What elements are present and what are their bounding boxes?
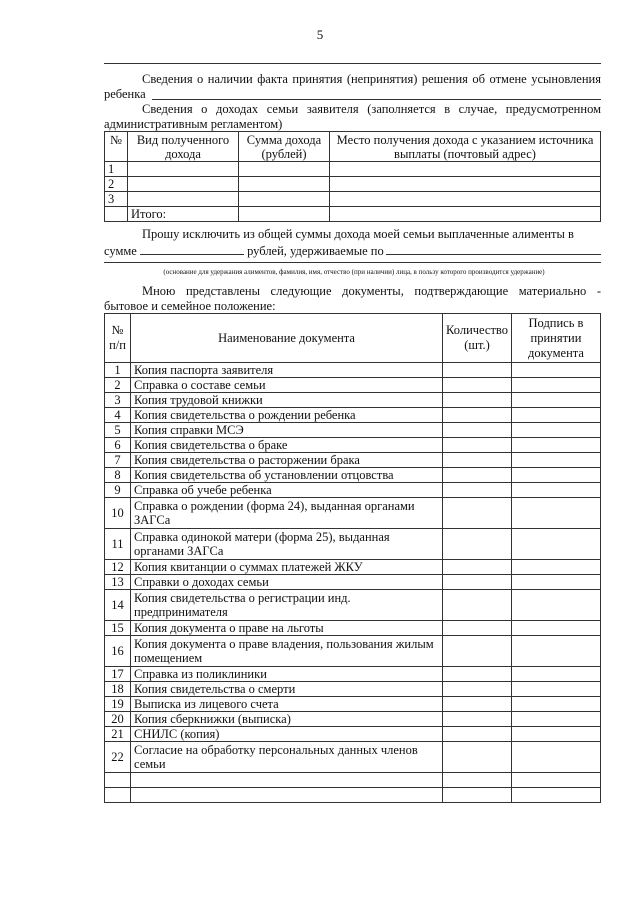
alimony-basis-line-1 — [386, 254, 601, 255]
quantity-cell[interactable] — [443, 773, 512, 788]
signature-cell[interactable] — [512, 788, 601, 803]
income-type-cell[interactable] — [128, 162, 239, 177]
quantity-cell[interactable] — [443, 438, 512, 453]
empty-table-row — [105, 773, 601, 788]
adoption-text: Сведения о наличии факта принятия (непринятия) решения об отмене усыновления ребенка — [104, 72, 601, 101]
table-row — [105, 560, 601, 575]
income-col-type: Вид полученного дохода — [128, 132, 239, 162]
empty-name-cell[interactable] — [131, 788, 443, 803]
income-total-row — [105, 207, 601, 222]
signature-cell[interactable] — [512, 378, 601, 393]
document-name: Справки о доходах семьи — [131, 575, 443, 590]
table-row — [105, 636, 601, 667]
signature-cell[interactable] — [512, 498, 601, 529]
quantity-cell[interactable] — [443, 575, 512, 590]
table-row — [105, 590, 601, 621]
docs-table-body — [105, 363, 601, 803]
income-type-cell[interactable] — [128, 192, 239, 207]
docs-col-signature: Подпись в принятии документа — [512, 314, 601, 363]
row-number: 7 — [105, 453, 131, 468]
document-name: Копия свидетельства об установлении отцовства — [131, 468, 443, 483]
empty-name-cell[interactable] — [131, 773, 443, 788]
docs-col-number: № п/п — [105, 314, 131, 363]
document-name: Справка из поликлиники — [131, 667, 443, 682]
signature-cell[interactable] — [512, 483, 601, 498]
document-name: Копия свидетельства о смерти — [131, 682, 443, 697]
document-name: Копия свидетельства о регистрации инд. предпринимателя — [131, 590, 443, 621]
quantity-cell[interactable] — [443, 408, 512, 423]
signature-cell[interactable] — [512, 408, 601, 423]
docs-col-name: Наименование документа — [131, 314, 443, 363]
table-row — [105, 192, 601, 207]
income-amount-cell[interactable] — [239, 192, 330, 207]
income-source-cell[interactable] — [330, 177, 601, 192]
document-name: Согласие на обработку персональных данных членов семьи — [131, 742, 443, 773]
table-row — [105, 177, 601, 192]
empty-number-cell[interactable] — [105, 788, 131, 803]
quantity-cell[interactable] — [443, 468, 512, 483]
row-number: 3 — [105, 393, 131, 408]
row-number: 18 — [105, 682, 131, 697]
table-row — [105, 621, 601, 636]
table-row — [105, 682, 601, 697]
table-row — [105, 423, 601, 438]
total-amount-cell[interactable] — [239, 207, 330, 222]
income-type-cell[interactable] — [128, 177, 239, 192]
documents-table — [104, 313, 601, 803]
row-number: 20 — [105, 712, 131, 727]
signature-cell[interactable] — [512, 453, 601, 468]
row-number: 4 — [105, 408, 131, 423]
row-number: 17 — [105, 667, 131, 682]
signature-cell[interactable] — [512, 423, 601, 438]
signature-cell[interactable] — [512, 438, 601, 453]
document-name: Справка одинокой матери (форма 25), выданная органами ЗАГСа — [131, 529, 443, 560]
row-number: 9 — [105, 483, 131, 498]
document-name: Копия трудовой книжки — [131, 393, 443, 408]
table-row — [105, 742, 601, 773]
signature-cell[interactable] — [512, 468, 601, 483]
quantity-cell[interactable] — [443, 393, 512, 408]
quantity-cell[interactable] — [443, 590, 512, 621]
table-row — [105, 697, 601, 712]
table-row — [105, 575, 601, 590]
table-row — [105, 453, 601, 468]
quantity-cell[interactable] — [443, 621, 512, 636]
alimony-sum-field[interactable] — [140, 242, 244, 255]
quantity-cell[interactable] — [443, 788, 512, 803]
signature-cell[interactable] — [512, 363, 601, 378]
quantity-cell[interactable] — [443, 529, 512, 560]
row-number: 12 — [105, 560, 131, 575]
page-number: 5 — [316, 27, 324, 42]
quantity-cell[interactable] — [443, 483, 512, 498]
row-number: 15 — [105, 621, 131, 636]
quantity-cell[interactable] — [443, 423, 512, 438]
document-name: Копия свидетельства о рождении ребенка — [131, 408, 443, 423]
row-number: 14 — [105, 590, 131, 621]
table-row — [105, 712, 601, 727]
signature-cell[interactable] — [512, 621, 601, 636]
quantity-cell[interactable] — [443, 453, 512, 468]
signature-cell[interactable] — [512, 682, 601, 697]
document-name: Копия документа о праве на льготы — [131, 621, 443, 636]
row-number: 13 — [105, 575, 131, 590]
table-row — [105, 483, 601, 498]
document-name: СНИЛС (копия) — [131, 727, 443, 742]
signature-cell[interactable] — [512, 712, 601, 727]
signature-cell[interactable] — [512, 727, 601, 742]
quantity-cell[interactable] — [443, 742, 512, 773]
quantity-cell[interactable] — [443, 697, 512, 712]
income-col-source: Место получения дохода с указанием источника выплаты (почтовый адрес) — [330, 132, 601, 162]
table-row — [105, 468, 601, 483]
table-row — [105, 438, 601, 453]
table-row — [105, 393, 601, 408]
income-intro-paragraph — [104, 102, 601, 132]
income-amount-cell[interactable] — [239, 162, 330, 177]
table-row — [105, 363, 601, 378]
quantity-cell[interactable] — [443, 378, 512, 393]
signature-cell[interactable] — [512, 590, 601, 621]
income-col-number: № — [105, 132, 128, 162]
docs-header-row — [105, 314, 601, 363]
alimony-sum-word: сумме — [104, 244, 137, 258]
quantity-cell[interactable] — [443, 363, 512, 378]
document-name: Копия паспорта заявителя — [131, 363, 443, 378]
row-number: 11 — [105, 529, 131, 560]
row-number: 21 — [105, 727, 131, 742]
document-name: Копия справки МСЭ — [131, 423, 443, 438]
row-number: 5 — [105, 423, 131, 438]
document-name: Справка о рождении (форма 24), выданная органами ЗАГСа — [131, 498, 443, 529]
alimony-note: (основание для удержания алиментов, фамилия, имя, отчество (при наличии) лица, в пользу которого производится удержание) — [163, 268, 545, 276]
income-source-cell[interactable] — [330, 162, 601, 177]
quantity-cell[interactable] — [443, 560, 512, 575]
document-name: Выписка из лицевого счета — [131, 697, 443, 712]
signature-cell[interactable] — [512, 575, 601, 590]
row-number: 2 — [105, 177, 128, 192]
income-header-row — [105, 132, 601, 162]
quantity-cell[interactable] — [443, 498, 512, 529]
signature-cell[interactable] — [512, 560, 601, 575]
row-number: 19 — [105, 697, 131, 712]
table-row — [105, 667, 601, 682]
row-number: 6 — [105, 438, 131, 453]
table-row — [105, 378, 601, 393]
document-name: Копия свидетельства о расторжении брака — [131, 453, 443, 468]
document-name: Копия квитанции о суммах платежей ЖКУ — [131, 560, 443, 575]
table-row — [105, 498, 601, 529]
total-label: Итого: — [128, 207, 239, 222]
income-source-cell[interactable] — [330, 192, 601, 207]
document-name: Справка об учебе ребенка — [131, 483, 443, 498]
alimony-basis-line-2 — [104, 262, 601, 263]
docs-col-quantity: Количество (шт.) — [443, 314, 512, 363]
alimony-text-1: Прошу исключить из общей суммы дохода моей семьи выплаченные алименты в — [142, 227, 574, 241]
row-number: 22 — [105, 742, 131, 773]
signature-cell[interactable] — [512, 697, 601, 712]
row-number: 16 — [105, 636, 131, 667]
income-amount-cell[interactable] — [239, 177, 330, 192]
row-number: 3 — [105, 192, 128, 207]
quantity-cell[interactable] — [443, 712, 512, 727]
table-row — [105, 162, 601, 177]
table-row — [105, 408, 601, 423]
table-row — [105, 529, 601, 560]
row-number: 10 — [105, 498, 131, 529]
income-table — [104, 131, 601, 222]
alimony-text-2: рублей, удерживаемые по — [247, 244, 384, 258]
docs-intro-text: Мною представлены следующие документы, подтверждающие материально - бытовое и семейное положение: — [104, 284, 601, 313]
total-empty-cell — [105, 207, 128, 222]
quantity-cell[interactable] — [443, 667, 512, 682]
row-number: 2 — [105, 378, 131, 393]
docs-intro-paragraph — [104, 284, 601, 314]
document-name: Копия свидетельства о браке — [131, 438, 443, 453]
total-source-cell[interactable] — [330, 207, 601, 222]
quantity-cell[interactable] — [443, 727, 512, 742]
adoption-fill-line — [152, 99, 601, 100]
top-rule — [104, 63, 601, 64]
document-name: Копия сберкнижки (выписка) — [131, 712, 443, 727]
row-number: 1 — [105, 162, 128, 177]
empty-number-cell[interactable] — [105, 773, 131, 788]
income-intro-text: Сведения о доходах семьи заявителя (заполняется в случае, предусмотренном административным регламентом) — [104, 102, 601, 131]
signature-cell[interactable] — [512, 393, 601, 408]
quantity-cell[interactable] — [443, 682, 512, 697]
empty-table-row — [105, 788, 601, 803]
signature-cell[interactable] — [512, 636, 601, 667]
table-row — [105, 727, 601, 742]
row-number: 1 — [105, 363, 131, 378]
row-number: 8 — [105, 468, 131, 483]
document-name: Справка о составе семьи — [131, 378, 443, 393]
quantity-cell[interactable] — [443, 636, 512, 667]
signature-cell[interactable] — [512, 529, 601, 560]
signature-cell[interactable] — [512, 667, 601, 682]
signature-cell[interactable] — [512, 773, 601, 788]
document-name: Копия документа о праве владения, пользования жилым помещением — [131, 636, 443, 667]
adoption-paragraph — [104, 72, 601, 102]
signature-cell[interactable] — [512, 742, 601, 773]
income-col-amount: Сумма дохода (рублей) — [239, 132, 330, 162]
